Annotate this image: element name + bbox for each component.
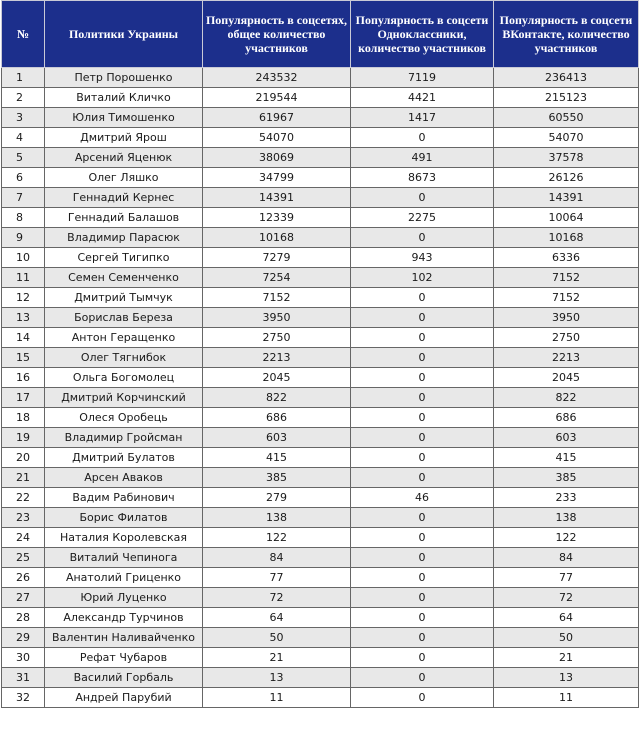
cell-politician: Дмитрий Тымчук [45, 288, 203, 308]
cell-vkontakte: 37578 [494, 148, 639, 168]
cell-total: 7254 [203, 268, 351, 288]
cell-odnoklassniki: 0 [351, 548, 494, 568]
cell-vkontakte: 13 [494, 668, 639, 688]
cell-odnoklassniki: 0 [351, 368, 494, 388]
cell-vkontakte: 54070 [494, 128, 639, 148]
table-row [2, 108, 639, 128]
cell-politician: Арсений Яценюк [45, 148, 203, 168]
cell-vkontakte: 385 [494, 468, 639, 488]
cell-number: 24 [2, 528, 45, 548]
cell-total: 34799 [203, 168, 351, 188]
cell-odnoklassniki: 0 [351, 448, 494, 468]
table-row [2, 148, 639, 168]
cell-vkontakte: 138 [494, 508, 639, 528]
table-row [2, 268, 639, 288]
cell-politician: Борислав Береза [45, 308, 203, 328]
cell-number: 6 [2, 168, 45, 188]
cell-politician: Наталия Королевская [45, 528, 203, 548]
table-row [2, 468, 639, 488]
cell-total: 3950 [203, 308, 351, 328]
header-number: № [2, 1, 45, 68]
cell-number: 15 [2, 348, 45, 368]
cell-odnoklassniki: 0 [351, 588, 494, 608]
cell-number: 19 [2, 428, 45, 448]
cell-odnoklassniki: 0 [351, 528, 494, 548]
cell-total: 64 [203, 608, 351, 628]
cell-politician: Дмитрий Ярош [45, 128, 203, 148]
cell-number: 26 [2, 568, 45, 588]
cell-number: 10 [2, 248, 45, 268]
cell-politician: Анатолий Гриценко [45, 568, 203, 588]
cell-number: 20 [2, 448, 45, 468]
cell-odnoklassniki: 0 [351, 388, 494, 408]
cell-politician: Олег Ляшко [45, 168, 203, 188]
cell-vkontakte: 72 [494, 588, 639, 608]
header-row [2, 1, 639, 68]
cell-odnoklassniki: 46 [351, 488, 494, 508]
cell-number: 5 [2, 148, 45, 168]
cell-number: 4 [2, 128, 45, 148]
cell-politician: Владимир Парасюк [45, 228, 203, 248]
cell-politician: Юрий Луценко [45, 588, 203, 608]
cell-number: 1 [2, 68, 45, 88]
cell-total: 72 [203, 588, 351, 608]
cell-total: 38069 [203, 148, 351, 168]
table-row [2, 288, 639, 308]
cell-total: 385 [203, 468, 351, 488]
cell-number: 22 [2, 488, 45, 508]
table-row [2, 648, 639, 668]
cell-number: 17 [2, 388, 45, 408]
cell-total: 2750 [203, 328, 351, 348]
cell-odnoklassniki: 0 [351, 288, 494, 308]
cell-total: 50 [203, 628, 351, 648]
cell-odnoklassniki: 0 [351, 128, 494, 148]
cell-odnoklassniki: 7119 [351, 68, 494, 88]
cell-odnoklassniki: 0 [351, 508, 494, 528]
cell-vkontakte: 3950 [494, 308, 639, 328]
cell-vkontakte: 14391 [494, 188, 639, 208]
cell-odnoklassniki: 102 [351, 268, 494, 288]
cell-total: 13 [203, 668, 351, 688]
table-row [2, 408, 639, 428]
table-row [2, 388, 639, 408]
table-row [2, 608, 639, 628]
cell-politician: Арсен Аваков [45, 468, 203, 488]
cell-odnoklassniki: 0 [351, 188, 494, 208]
cell-number: 27 [2, 588, 45, 608]
cell-vkontakte: 10168 [494, 228, 639, 248]
cell-odnoklassniki: 1417 [351, 108, 494, 128]
cell-vkontakte: 11 [494, 688, 639, 708]
cell-odnoklassniki: 0 [351, 568, 494, 588]
cell-total: 11 [203, 688, 351, 708]
cell-odnoklassniki: 8673 [351, 168, 494, 188]
cell-total: 61967 [203, 108, 351, 128]
cell-odnoklassniki: 0 [351, 228, 494, 248]
cell-odnoklassniki: 0 [351, 628, 494, 648]
cell-total: 12339 [203, 208, 351, 228]
cell-politician: Антон Геращенко [45, 328, 203, 348]
cell-politician: Андрей Парубий [45, 688, 203, 708]
table-row [2, 68, 639, 88]
cell-politician: Сергей Тигипко [45, 248, 203, 268]
table-row [2, 668, 639, 688]
cell-politician: Юлия Тимошенко [45, 108, 203, 128]
cell-number: 21 [2, 468, 45, 488]
cell-vkontakte: 2213 [494, 348, 639, 368]
header-total-popularity: Популярность в соцсетях, общее количество участников [203, 1, 351, 68]
cell-total: 243532 [203, 68, 351, 88]
cell-total: 138 [203, 508, 351, 528]
cell-vkontakte: 64 [494, 608, 639, 628]
table-row [2, 208, 639, 228]
cell-vkontakte: 2750 [494, 328, 639, 348]
table-row [2, 548, 639, 568]
cell-vkontakte: 7152 [494, 268, 639, 288]
table-row [2, 368, 639, 388]
cell-vkontakte: 822 [494, 388, 639, 408]
cell-number: 9 [2, 228, 45, 248]
table-row [2, 448, 639, 468]
cell-politician: Вадим Рабинович [45, 488, 203, 508]
header-politician: Политики Украины [45, 1, 203, 68]
cell-total: 77 [203, 568, 351, 588]
cell-odnoklassniki: 0 [351, 308, 494, 328]
cell-politician: Рефат Чубаров [45, 648, 203, 668]
table-row [2, 508, 639, 528]
table-row [2, 348, 639, 368]
cell-total: 603 [203, 428, 351, 448]
cell-number: 29 [2, 628, 45, 648]
popularity-table [1, 0, 639, 708]
cell-odnoklassniki: 943 [351, 248, 494, 268]
cell-total: 219544 [203, 88, 351, 108]
cell-total: 21 [203, 648, 351, 668]
cell-odnoklassniki: 0 [351, 408, 494, 428]
cell-vkontakte: 233 [494, 488, 639, 508]
cell-vkontakte: 6336 [494, 248, 639, 268]
cell-politician: Семен Семенченко [45, 268, 203, 288]
cell-odnoklassniki: 0 [351, 428, 494, 448]
cell-vkontakte: 10064 [494, 208, 639, 228]
cell-odnoklassniki: 0 [351, 668, 494, 688]
cell-politician: Борис Филатов [45, 508, 203, 528]
cell-vkontakte: 84 [494, 548, 639, 568]
cell-odnoklassniki: 0 [351, 688, 494, 708]
cell-politician: Владимир Гройсман [45, 428, 203, 448]
table-row [2, 688, 639, 708]
cell-politician: Дмитрий Корчинский [45, 388, 203, 408]
cell-vkontakte: 60550 [494, 108, 639, 128]
cell-number: 25 [2, 548, 45, 568]
cell-number: 2 [2, 88, 45, 108]
cell-number: 8 [2, 208, 45, 228]
header-odnoklassniki: Популярность в соцсети Одноклассники, количество участников [351, 1, 494, 68]
cell-vkontakte: 26126 [494, 168, 639, 188]
cell-number: 13 [2, 308, 45, 328]
cell-number: 30 [2, 648, 45, 668]
cell-number: 31 [2, 668, 45, 688]
cell-number: 23 [2, 508, 45, 528]
cell-number: 12 [2, 288, 45, 308]
cell-odnoklassniki: 0 [351, 608, 494, 628]
table-row [2, 308, 639, 328]
cell-number: 7 [2, 188, 45, 208]
table-row [2, 168, 639, 188]
cell-politician: Олег Тягнибок [45, 348, 203, 368]
table-row [2, 88, 639, 108]
cell-politician: Василий Горбаль [45, 668, 203, 688]
table-row [2, 188, 639, 208]
table-row [2, 488, 639, 508]
table-row [2, 248, 639, 268]
cell-odnoklassniki: 0 [351, 648, 494, 668]
cell-number: 14 [2, 328, 45, 348]
cell-total: 415 [203, 448, 351, 468]
cell-odnoklassniki: 0 [351, 328, 494, 348]
cell-politician: Дмитрий Булатов [45, 448, 203, 468]
cell-total: 14391 [203, 188, 351, 208]
cell-vkontakte: 215123 [494, 88, 639, 108]
cell-vkontakte: 77 [494, 568, 639, 588]
cell-vkontakte: 7152 [494, 288, 639, 308]
cell-total: 84 [203, 548, 351, 568]
cell-number: 3 [2, 108, 45, 128]
table-row [2, 588, 639, 608]
cell-vkontakte: 122 [494, 528, 639, 548]
cell-number: 16 [2, 368, 45, 388]
table-row [2, 128, 639, 148]
table-row [2, 428, 639, 448]
cell-politician: Олеся Оробець [45, 408, 203, 428]
cell-politician: Геннадий Балашов [45, 208, 203, 228]
cell-number: 28 [2, 608, 45, 628]
cell-total: 122 [203, 528, 351, 548]
cell-vkontakte: 236413 [494, 68, 639, 88]
cell-number: 11 [2, 268, 45, 288]
cell-total: 7152 [203, 288, 351, 308]
cell-vkontakte: 415 [494, 448, 639, 468]
cell-number: 32 [2, 688, 45, 708]
cell-politician: Виталий Кличко [45, 88, 203, 108]
cell-number: 18 [2, 408, 45, 428]
cell-politician: Ольга Богомолец [45, 368, 203, 388]
cell-politician: Геннадий Кернес [45, 188, 203, 208]
cell-odnoklassniki: 491 [351, 148, 494, 168]
cell-vkontakte: 50 [494, 628, 639, 648]
cell-politician: Виталий Чепинога [45, 548, 203, 568]
cell-odnoklassniki: 2275 [351, 208, 494, 228]
table-row [2, 528, 639, 548]
table-row [2, 228, 639, 248]
cell-total: 54070 [203, 128, 351, 148]
table-row [2, 328, 639, 348]
cell-odnoklassniki: 0 [351, 348, 494, 368]
cell-vkontakte: 2045 [494, 368, 639, 388]
cell-total: 7279 [203, 248, 351, 268]
cell-politician: Валентин Наливайченко [45, 628, 203, 648]
table-row [2, 568, 639, 588]
cell-politician: Александр Турчинов [45, 608, 203, 628]
cell-total: 2045 [203, 368, 351, 388]
cell-total: 686 [203, 408, 351, 428]
cell-total: 822 [203, 388, 351, 408]
cell-odnoklassniki: 4421 [351, 88, 494, 108]
cell-politician: Петр Порошенко [45, 68, 203, 88]
cell-total: 2213 [203, 348, 351, 368]
cell-vkontakte: 686 [494, 408, 639, 428]
cell-total: 10168 [203, 228, 351, 248]
table-row [2, 628, 639, 648]
cell-odnoklassniki: 0 [351, 468, 494, 488]
cell-vkontakte: 21 [494, 648, 639, 668]
cell-vkontakte: 603 [494, 428, 639, 448]
header-vkontakte: Популярность в соцсети ВКонтакте, количество участников [494, 1, 639, 68]
cell-total: 279 [203, 488, 351, 508]
